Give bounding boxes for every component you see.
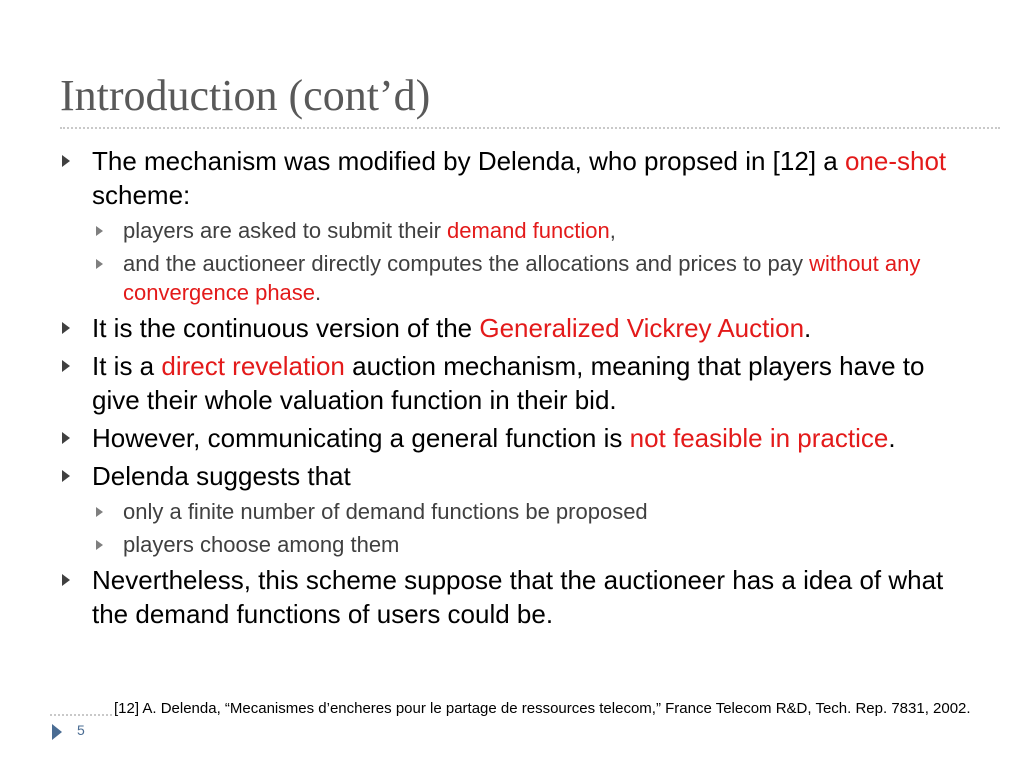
bullet-nevertheless [62,563,962,631]
reference-footnote: [12] A. Delenda, “Mecanismes d’encheres pour le partage de ressources telecom,” France Telecom R&D, Tech. Rep. 7831, 2002. [114,698,1004,719]
bullet-text: only a finite number of demand functions be proposed [123,499,648,524]
bullet-text: . [315,280,322,305]
bullet-direct-revelation [62,349,962,417]
bullet-text: . [804,313,812,343]
bullet-not-feasible [62,421,962,455]
sub-bullet-demand-function [62,216,962,245]
bullet-text: , [609,218,616,243]
bullet-arrow-icon [62,574,70,586]
bullet-text: It is the continuous version of the [92,313,480,343]
bullet-delenda-suggests [62,459,962,493]
bullet-list [62,140,962,631]
highlight-text: demand function [447,218,610,243]
bullet-text: auction mechanism, meaning that players have to give their whole valuation function in their bid. [92,351,925,415]
bullet-text: scheme: [92,180,191,210]
bullet-text: players choose among them [123,532,400,557]
bullet-text: players are asked to submit their [123,218,448,243]
bullet-text: and the auctioneer directly computes the allocations and prices to pay [123,251,810,276]
highlight-text: Generalized Vickrey Auction [479,313,805,343]
sub-bullet-players-choose [62,530,962,559]
page-number: 5 [77,722,85,738]
sub-bullet-arrow-icon [96,259,103,269]
sub-bullet-arrow-icon [96,540,103,550]
bullet-arrow-icon [62,470,70,482]
slide-title: Introduction (cont’d) [60,71,431,120]
sub-bullet-arrow-icon [96,507,103,517]
title-divider [60,127,1000,129]
bullet-text: It is a [92,351,162,381]
highlight-text: not feasible in practice [629,423,889,453]
bullet-text: The mechanism was modified by Delenda, who propsed in [12] a [92,146,845,176]
bullet-text: Delenda suggests that [92,461,351,491]
bullet-text: . [888,423,896,453]
sub-bullet-arrow-icon [96,226,103,236]
highlight-text: without any convergence phase [123,251,921,305]
bullet-text: However, communicating a general function is [92,423,630,453]
bullet-arrow-icon [62,360,70,372]
bullet-continuous-version [62,311,962,345]
bullet-arrow-icon [62,155,70,167]
sub-bullet-finite-number [62,497,962,526]
bullet-mechanism-modified [62,144,962,212]
sub-bullet-auctioneer-computes [62,249,962,307]
highlight-text: direct revelation [161,351,345,381]
bullet-text: Nevertheless, this scheme suppose that the auctioneer has a idea of what the demand functions of users could be. [92,565,944,629]
bullet-arrow-icon [62,432,70,444]
footer-arrow-icon [52,724,62,740]
highlight-text: one-shot [844,146,947,176]
bullet-arrow-icon [62,322,70,334]
